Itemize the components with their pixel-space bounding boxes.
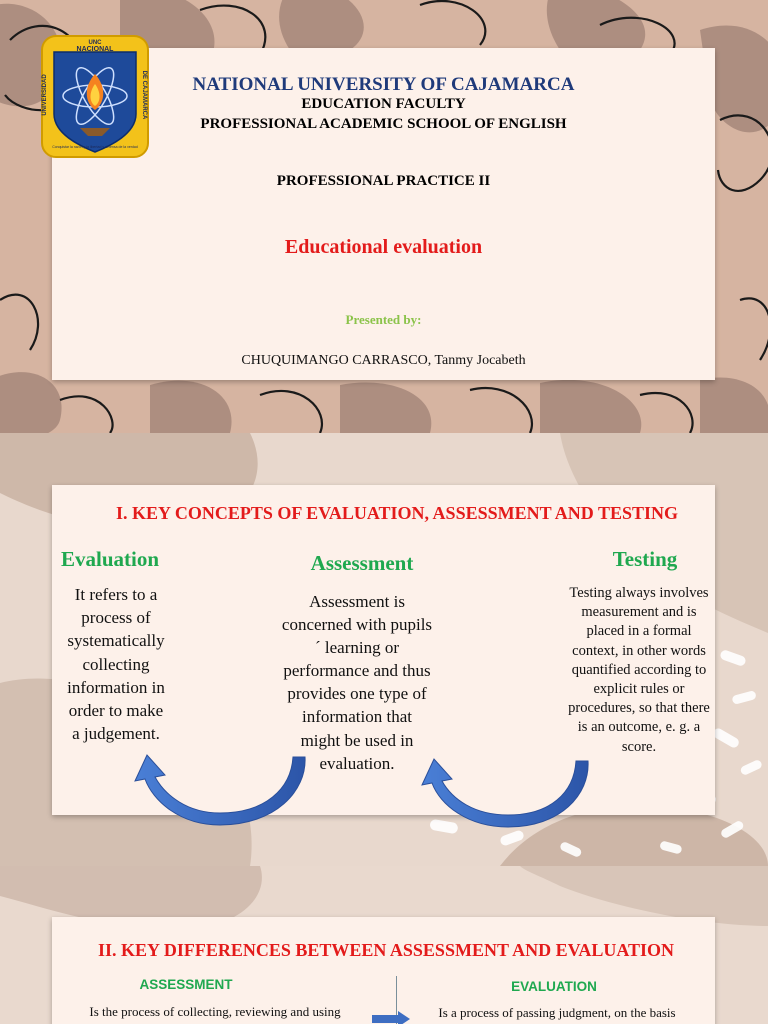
evaluation-line: collecting	[82, 654, 150, 674]
evaluation-line: systematically	[67, 631, 165, 651]
testing-line: explicit rules or	[593, 681, 685, 698]
right-arrow-icon	[372, 1011, 410, 1024]
evaluation-line: order to make	[68, 701, 164, 721]
seal-top-text: UNC	[88, 40, 102, 46]
assessment-line: might be used in	[300, 730, 414, 750]
assessment-description: Is the process of collecting, reviewing and using	[89, 1004, 341, 1019]
title-slide	[0, 0, 768, 433]
topic-title: Educational evaluation	[284, 236, 483, 258]
school-name: PROFESSIONAL ACADEMIC SCHOOL OF ENGLISH	[200, 116, 567, 132]
university-name: NATIONAL UNIVERSITY OF CAJAMARCA	[192, 74, 575, 95]
evaluation-description: Is a process of passing judgment, on the basis	[438, 1005, 676, 1020]
testing-heading: Testing	[612, 547, 678, 571]
seal-right-text: DE CAJAMARCA	[141, 70, 147, 120]
testing-line: is an outcome, e. g. a	[577, 719, 701, 736]
testing-line: score.	[621, 738, 657, 755]
key-differences-slide	[0, 866, 768, 1024]
assessment-line: information that	[301, 707, 412, 727]
assessment-column-heading: ASSESSMENT	[139, 977, 233, 992]
assessment-line: provides one type of	[287, 684, 427, 704]
key-differences-title: II. KEY DIFFERENCES BETWEEN ASSESSMENT AND EVALUATION	[98, 940, 674, 960]
faculty-name: EDUCATION FACULTY	[301, 96, 466, 112]
assessment-heading: Assessment	[310, 551, 414, 575]
testing-line: Testing always involves	[569, 585, 709, 601]
seal-top-text-2: NACIONAL	[76, 46, 114, 53]
evaluation-line: process of	[81, 608, 151, 628]
course-name: PROFESSIONAL PRACTICE II	[276, 173, 491, 189]
curved-arrow-icon	[410, 755, 595, 835]
assessment-definition	[262, 590, 452, 775]
assessment-line: concerned with pupils	[281, 615, 433, 635]
key-concepts-slide	[0, 433, 768, 866]
evaluation-column-heading: EVALUATION	[511, 979, 597, 994]
testing-definition	[554, 584, 724, 757]
assessment-line: performance and thus	[283, 661, 431, 681]
key-concepts-title: I. KEY CONCEPTS OF EVALUATION, ASSESSMENT AND TESTING	[116, 503, 678, 523]
testing-line: measurement and is	[581, 604, 697, 621]
evaluation-line: information in	[67, 677, 165, 697]
curved-arrow-icon	[125, 751, 310, 831]
testing-line: placed in a formal	[586, 623, 692, 640]
evaluation-definition	[46, 583, 186, 745]
assessment-line: ´ learning or	[314, 638, 400, 658]
testing-line: context, in other words	[572, 642, 706, 659]
assessment-line: evaluation.	[319, 753, 395, 773]
evaluation-line: It refers to a	[74, 585, 158, 604]
evaluation-heading: Evaluation	[60, 547, 160, 571]
presented-by-label: Presented by:	[345, 312, 422, 327]
testing-line: quantified according to	[571, 661, 707, 678]
seal-left-text: UNIVERSIDAD	[42, 74, 48, 116]
seal-bottom-text: Conquistar la razón y la libertad y defensa de la verdad	[52, 145, 138, 149]
testing-line: procedures, so that there	[568, 700, 710, 717]
assessment-line: Assessment is	[309, 592, 405, 611]
presenter-name: CHUQUIMANGO CARRASCO, Tanmy Jocabeth	[241, 353, 526, 368]
evaluation-line: a judgement.	[72, 724, 160, 744]
